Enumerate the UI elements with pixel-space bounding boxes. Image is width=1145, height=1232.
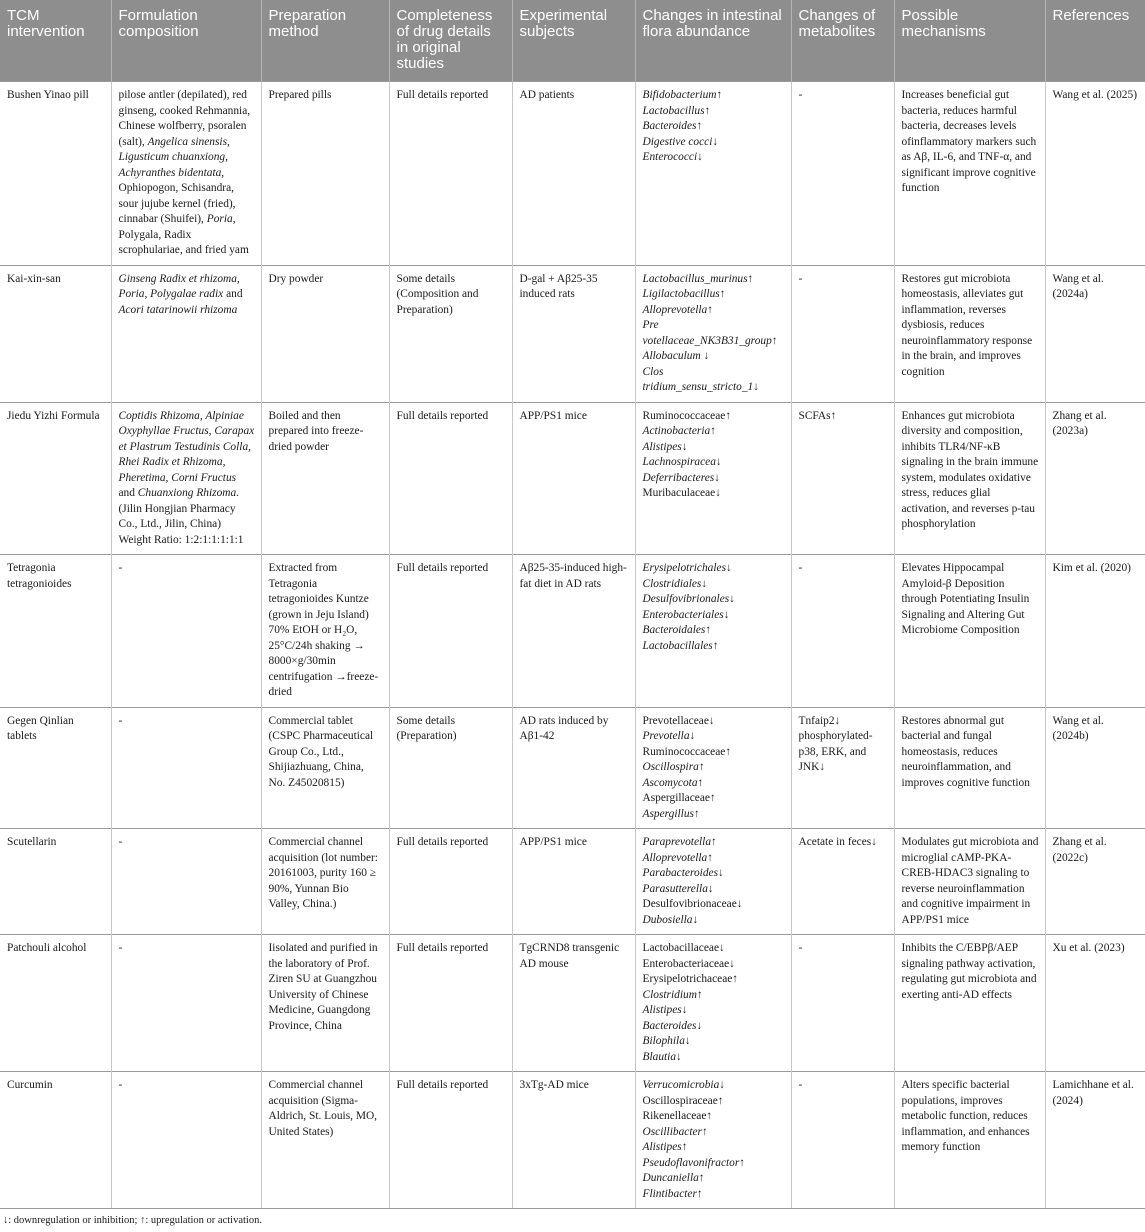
flora-entry: Erysipelotrichales↓ [642, 562, 732, 574]
text-segment: , Polygala, Radix scrophulariae, and fried yam [118, 213, 249, 256]
column-header: Changes in intestinal flora abundance [635, 0, 791, 82]
cell-flora-changes [635, 265, 791, 402]
cell-intervention: Tetragonia tetragonioides [0, 555, 111, 708]
flora-entry: Bifidobacterium↑ [642, 89, 723, 101]
flora-entry: Desulfovibrionaceae↓ [642, 898, 743, 910]
flora-entry: Bacteroides↓ [642, 1019, 703, 1032]
flora-entry: Prevotellaceae↓ [642, 714, 715, 727]
flora-entry: Bilophila↓ [642, 1035, 691, 1047]
text-segment: Poria [206, 213, 233, 225]
table-header [0, 0, 1145, 82]
text-segment: pilose antler (depilated), red ginseng, cooked Rehmannia, Chinese wolfberry, psoralen (salt), [118, 89, 251, 148]
column-header: Changes of metabolites [791, 0, 894, 82]
flora-entry: Lactobacillales↑ [642, 639, 719, 652]
cell-metabolites: - [791, 82, 894, 266]
flora-entry: Lactobacillus_murinus↑ [642, 272, 754, 285]
flora-entry: Dubosiella↓ [642, 913, 699, 926]
cell-subjects: TgCRND8 transgenic AD mouse [512, 935, 635, 1072]
text-segment: and [118, 487, 138, 499]
flora-entry: Digestive cocci↓ [642, 135, 719, 148]
flora-entry: Lachnospiracea↓ [642, 456, 722, 468]
flora-entry: Deferribacteres↓ [642, 471, 720, 484]
flora-entry: Erysipelotrichaceae↑ [642, 973, 739, 985]
column-header: References [1045, 0, 1145, 82]
cell-composition [111, 265, 261, 402]
cell-flora-changes [635, 555, 791, 708]
cell-composition [111, 555, 261, 708]
cell-completeness: Full details reported [389, 1072, 512, 1209]
cell-subjects: 3xTg-AD mice [512, 1072, 635, 1209]
text-segment: - [118, 942, 123, 954]
cell-completeness: Some details (Preparation) [389, 707, 512, 829]
table-row [0, 829, 1145, 935]
text-segment: - [118, 1079, 123, 1091]
flora-entry: Bacteroidales↑ [642, 624, 712, 636]
cell-reference: Kim et al. (2020) [1045, 555, 1145, 708]
cell-mechanisms: Alters specific bacterial populations, improves metabolic function, reduces inflammation, and enhances memory function [894, 1072, 1045, 1209]
flora-entry: Rikenellaceae↑ [642, 1110, 713, 1122]
cell-metabolites: - [791, 265, 894, 402]
flora-entry: Aspergillaceae↑ [642, 792, 716, 804]
table-row [0, 935, 1145, 1072]
cell-subjects: AD rats induced by Aβ1-42 [512, 707, 635, 829]
text-segment: and [223, 288, 243, 300]
flora-entry: Lactobacillus↑ [642, 104, 711, 117]
flora-entry: Oscillospiraceae↑ [642, 1094, 724, 1107]
flora-entry: Parabacteroides↓ [642, 867, 724, 879]
table-footnote: ↓: downregulation or inhibition; ↑: upregulation or activation. [3, 1215, 262, 1226]
table-body [0, 82, 1145, 1209]
cell-mechanisms: Enhances gut microbiota diversity and composition, inhibits TLR4/NF-κB signaling in the brain immune system, modulates oxidative stress, reduces glial activation, and reverses p-tau phosphorylation [894, 402, 1045, 555]
flora-entry: Pseudoflavonifractor↑ [642, 1156, 746, 1169]
cell-intervention: Jiedu Yizhi Formula [0, 402, 111, 555]
table-row [0, 82, 1145, 266]
flora-entry: Enterococci↓ [642, 151, 703, 163]
flora-entry: Ruminococcaceae↑ [642, 745, 732, 758]
flora-entry: Alistipes↓ [642, 1004, 688, 1016]
table-row [0, 265, 1145, 402]
cell-metabolites: - [791, 1072, 894, 1209]
cell-preparation: Commercial channel acquisition (Sigma-Aldrich, St. Louis, MO, United States) [261, 1072, 389, 1209]
cell-mechanisms: Elevates Hippocampal Amyloid-β Deposition through Potentiating Insulin Signaling and Altering Gut Microbiome Composition [894, 555, 1045, 708]
column-header: Possible mechanisms [894, 0, 1045, 82]
cell-metabolites: SCFAs↑ [791, 402, 894, 555]
table-row [0, 1072, 1145, 1209]
cell-intervention: Kai-xin-san [0, 265, 111, 402]
text-segment: Ophiopogon, Schisandra, sour jujube kernel (fried), cinnabar (Shuifei), [118, 182, 236, 225]
cell-subjects: D-gal + Aβ25-35 induced rats [512, 265, 635, 402]
flora-entry: Paraprevotella↑ [642, 836, 717, 848]
flora-entry: tridium_sensu_stricto_1↓ [642, 381, 759, 393]
text-segment: - [118, 562, 123, 574]
cell-preparation: Commercial tablet (CSPC Pharmaceutical Group Co., Ltd., Shijiazhuang, China, No. Z45020815) [261, 707, 389, 829]
cell-preparation: Extracted from Tetragonia tetragonioides Kuntze (grown in Jeju Island) 70% EtOH or H₂O, 25°C/24h shaking → 8000×g/30min centrifugation →freeze-dried [261, 555, 389, 708]
text-segment: Angelica sinensis, Ligusticum chuanxiong, Achyranthes bidentata, [118, 135, 230, 179]
flora-entry: Clostridiales↓ [642, 577, 708, 590]
flora-entry: Alistipes↑ [642, 1141, 688, 1153]
flora-entry: Alistipes↓ [642, 440, 688, 453]
cell-mechanisms: Restores gut microbiota homeostasis, alleviates gut inflammation, reverses dysbiosis, reduces neuroinflammatory response in the brain, and improves cognition [894, 265, 1045, 402]
cell-flora-changes [635, 402, 791, 555]
table-row [0, 555, 1145, 708]
column-header: Completeness of drug details in original studies [389, 0, 512, 82]
cell-reference: Zhang et al. (2022c) [1045, 829, 1145, 935]
cell-flora-changes [635, 829, 791, 935]
flora-entry: Clostridium↑ [642, 988, 703, 1001]
flora-entry: Enterobacteriaceae↓ [642, 957, 735, 970]
cell-completeness: Full details reported [389, 829, 512, 935]
text-segment: Ginseng Radix et rhizoma, Poria, Polygalae radix [118, 272, 240, 300]
cell-subjects: Aβ25-35-induced high-fat diet in AD rats [512, 555, 635, 708]
flora-entry: Allobaculum ↓ [642, 350, 710, 362]
cell-subjects: AD patients [512, 82, 635, 266]
cell-reference: Xu et al. (2023) [1045, 935, 1145, 1072]
column-header: Formulation composition [111, 0, 261, 82]
flora-entry: Clos [642, 365, 664, 378]
text-segment: (Jilin Hongjian Pharmacy Co., Ltd., Jilin, China) Weight Ratio: 1:2:1:1:1:1:1 [118, 502, 244, 546]
cell-completeness: Full details reported [389, 555, 512, 708]
text-segment: - [118, 836, 123, 848]
flora-entry: Pre [642, 319, 659, 331]
flora-entry: Ligilactobacillus↑ [642, 288, 726, 300]
flora-entry: Alloprevotella↑ [642, 303, 713, 316]
flora-entry: Oscillospira↑ [642, 761, 705, 773]
cell-preparation: Commercial channel acquisition (lot number: 20161003, purity 160 ≥ 90%, Yunnan Bio Valley, China.) [261, 829, 389, 935]
cell-preparation: Dry powder [261, 265, 389, 402]
flora-entry: Parasutterella↓ [642, 882, 714, 895]
cell-mechanisms: Modulates gut microbiota and microglial cAMP-PKA-CREB-HDAC3 signaling to reverse neuroinflammation and cognitive impairment in APP/PS1 mice [894, 829, 1045, 935]
flora-entry: Enterobacteriales↓ [642, 608, 730, 621]
cell-composition [111, 82, 261, 266]
flora-entry: votellaceae_NK3B31_group↑ [642, 334, 778, 347]
flora-entry: Prevotella↓ [642, 730, 696, 742]
flora-entry: Verrucomicrobia↓ [642, 1079, 725, 1091]
flora-entry: Desulfovibrionales↓ [642, 593, 735, 605]
cell-reference: Wang et al. (2025) [1045, 82, 1145, 266]
cell-reference: Wang et al. (2024a) [1045, 265, 1145, 402]
cell-intervention: Gegen Qinlian tablets [0, 707, 111, 829]
flora-entry: Bacteroides↑ [642, 120, 703, 132]
cell-intervention: Patchouli alcohol [0, 935, 111, 1072]
cell-reference: Lamichhane et al. (2024) [1045, 1072, 1145, 1209]
cell-completeness: Full details reported [389, 82, 512, 266]
flora-entry: Ruminococcaceae↑ [642, 409, 732, 422]
cell-completeness: Some details (Composition and Preparation) [389, 265, 512, 402]
column-header: Preparation method [261, 0, 389, 82]
cell-composition [111, 707, 261, 829]
cell-flora-changes [635, 1072, 791, 1209]
cell-metabolites: Tnfaip2↓ phosphorylated-p38, ERK, and JNK↓ [791, 707, 894, 829]
table-row [0, 402, 1145, 555]
cell-mechanisms: Inhibits the C/EBPβ/AEP signaling pathway activation, regulating gut microbiota and exerting anti-AD effects [894, 935, 1045, 1072]
flora-entry: Actinobacteria↑ [642, 425, 716, 437]
cell-subjects: APP/PS1 mice [512, 829, 635, 935]
cell-composition [111, 935, 261, 1072]
cell-preparation: Boiled and then prepared into freeze-dried powder [261, 402, 389, 555]
flora-entry: Muribaculaceae↓ [642, 487, 721, 499]
cell-composition [111, 1072, 261, 1209]
cell-completeness: Full details reported [389, 402, 512, 555]
cell-flora-changes [635, 935, 791, 1072]
column-header: TCM intervention [0, 0, 111, 82]
table-row [0, 707, 1145, 829]
cell-metabolites: - [791, 935, 894, 1072]
cell-intervention: Curcumin [0, 1072, 111, 1209]
flora-entry: Alloprevotella↑ [642, 851, 713, 864]
flora-entry: Lactobacillaceae↓ [642, 942, 725, 954]
cell-mechanisms: Restores abnormal gut bacterial and fungal homeostasis, reduces neuroinflammation, and improves cognitive function [894, 707, 1045, 829]
text-segment: - [118, 714, 123, 727]
text-segment: Coptidis Rhizoma, Alpiniae Oxyphyllae Fructus, Carapax et Plastrum Testudinis Colla, Rhei Radix et Rhizoma, Pheretima, Corni Fructus [118, 409, 255, 484]
cell-composition [111, 402, 261, 555]
flora-entry: Duncaniella↑ [642, 1172, 705, 1184]
flora-entry: Ascomycota↑ [642, 776, 704, 789]
cell-flora-changes [635, 82, 791, 266]
text-segment: Chuanxiong Rhizoma. [137, 487, 240, 499]
cell-preparation: Prepared pills [261, 82, 389, 266]
cell-reference: Wang et al. (2024b) [1045, 707, 1145, 829]
cell-intervention: Bushen Yinao pill [0, 82, 111, 266]
flora-entry: Flintibacter↑ [642, 1187, 703, 1200]
cell-intervention: Scutellarin [0, 829, 111, 935]
cell-reference: Zhang et al. (2023a) [1045, 402, 1145, 555]
cell-metabolites: Acetate in feces↓ [791, 829, 894, 935]
cell-mechanisms: Increases beneficial gut bacteria, reduces harmful bacteria, decreases levels ofinflammatory markers such as Aβ, IL-6, and TNF-α, and significant improve cognitive function [894, 82, 1045, 266]
text-segment: Acori tatarinowii rhizoma [118, 303, 238, 316]
flora-entry: Oscillibacter↑ [642, 1125, 708, 1138]
cell-flora-changes [635, 707, 791, 829]
flora-entry: Aspergillus↑ [642, 807, 700, 820]
column-header: Experimental subjects [512, 0, 635, 82]
header-row [0, 0, 1145, 82]
cell-subjects: APP/PS1 mice [512, 402, 635, 555]
cell-composition [111, 829, 261, 935]
cell-completeness: Full details reported [389, 935, 512, 1072]
flora-entry: Blautia↓ [642, 1050, 682, 1063]
cell-preparation: Iisolated and purified in the laboratory of Prof. Ziren SU at Guangzhou University of Chinese Medicine, Guangdong Province, China [261, 935, 389, 1072]
cell-metabolites: - [791, 555, 894, 708]
